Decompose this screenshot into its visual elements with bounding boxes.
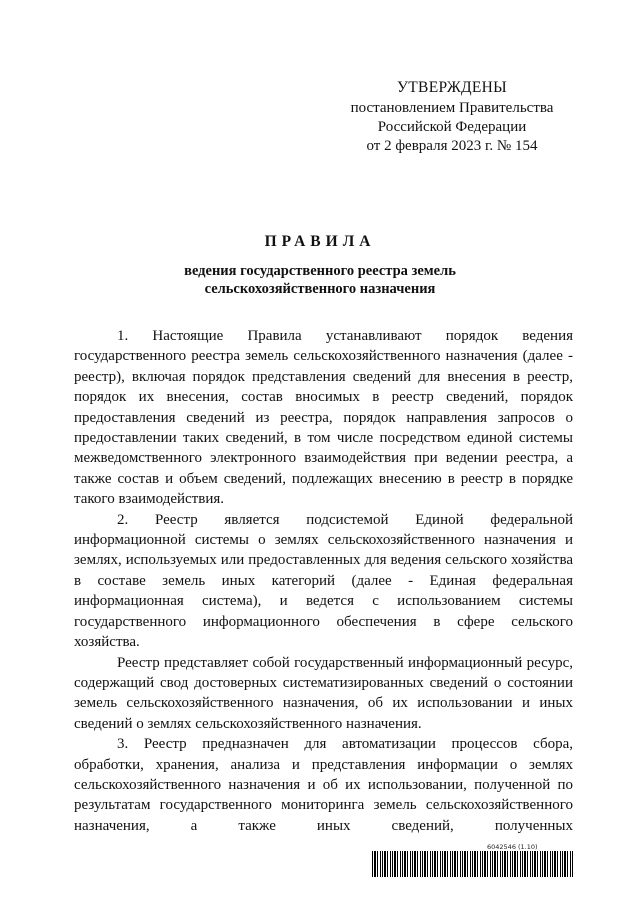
document-subtitle [60, 262, 580, 298]
document-body [74, 326, 573, 836]
paragraph-2-continued: Реестр представляет собой государственный информационный ресурс, содержащий свод достоверных систематизированных сведений о состоянии земель сельскохозяйственного назначения, об их использовании и иных сведений о землях сельскохозяйственного назначения. [74, 654, 573, 732]
paragraph-1: 1. Настоящие Правила устанавливают порядок ведения государственного реестра земель сельскохозяйственного назначения (далее - реестр), включая порядок представления сведений для внесения в реестр, порядок их внесения, состав вносимых в реестр сведений, порядок предоставления сведений из реестра, порядок направления запросов о предоставлении таких сведений, в том числе посредством единой системы межведомственного электронного взаимодействия при ведении реестра, а также состав и объем сведений, подлежащих внесению в реестр в порядке такого взаимодействия. [74, 328, 573, 508]
document-title: ПРАВИЛА [264, 233, 376, 250]
subtitle-line-1: ведения государственного реестра земель [184, 263, 456, 279]
approval-line-federation: Российской Федерации [377, 119, 527, 135]
approval-block [330, 78, 574, 156]
document-code: 6042546 (1.10) [487, 843, 538, 851]
approval-heading: УТВЕРЖДЕНЫ [397, 79, 507, 96]
paragraph-3: 3. Реестр предназначен для автоматизации процессов сбора, обработки, хранения, анализа и представления информации о землях сельскохозяйственного назначения и об их использовании, полученной по результатам государственного мониторинга земель сельскохозяйственного назначения, а также иных сведений, полученных [74, 736, 573, 834]
paragraph-2: 2. Реестр является подсистемой Единой федеральной информационной системы о землях сельскохозяйственного назначения и землях, используемых или предоставленных для ведения сельского хозяйства в составе земель иных категорий (далее - Единая федеральная информационная система), и ведется с использованием системы государственного информационного обеспечения в сфере сельского хозяйства. [74, 511, 573, 651]
barcode-image [372, 851, 573, 877]
subtitle-line-2: сельскохозяйственного назначения [204, 281, 436, 297]
approval-line-date-number: от 2 февраля 2023 г. № 154 [366, 138, 538, 154]
approval-line-resolution: постановлением Правительства [350, 100, 554, 116]
